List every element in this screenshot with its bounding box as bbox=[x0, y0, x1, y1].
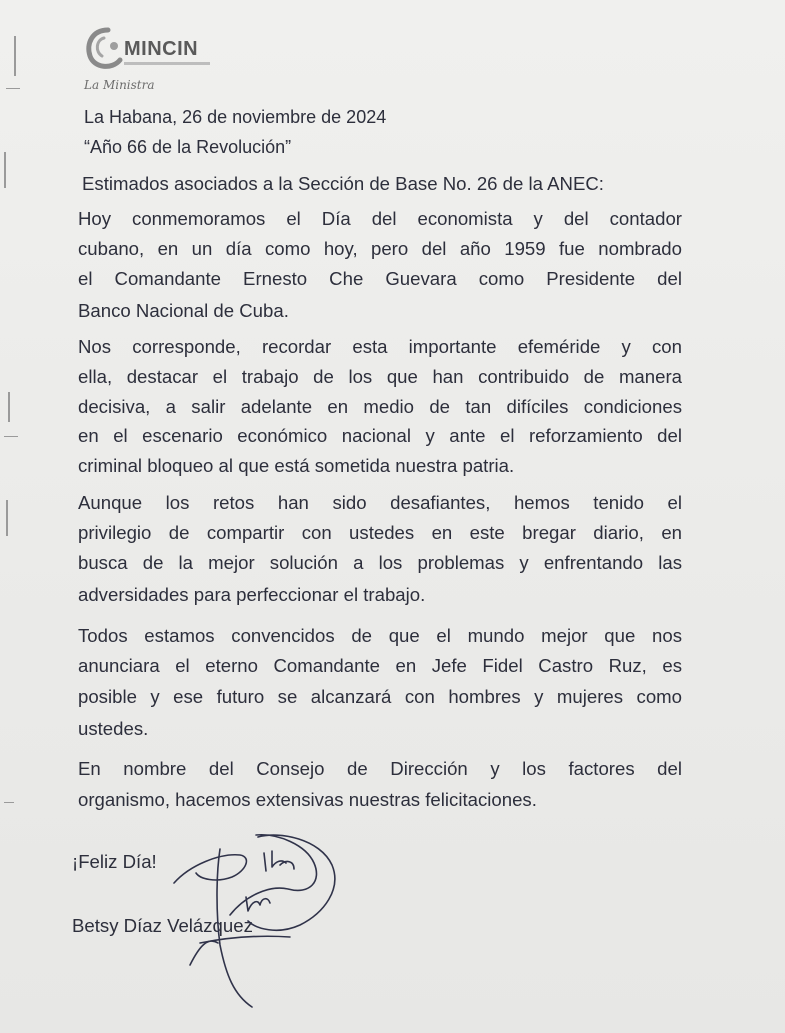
paragraph-line: Todos estamos convencidos de que el mundo mejor que nos bbox=[78, 625, 682, 646]
paragraph-line: Nos corresponde, recordar esta importante efeméride y con bbox=[78, 336, 682, 357]
paragraph-line: privilegio de compartir con ustedes en este bregar diario, en bbox=[78, 522, 682, 543]
closing-line: ¡Feliz Día! bbox=[72, 851, 157, 872]
paragraph-line: Banco Nacional de Cuba. bbox=[78, 300, 289, 321]
letterhead-logo-text: MINCIN bbox=[124, 38, 199, 60]
signer-name: Betsy Díaz Velázquez bbox=[72, 915, 253, 936]
paragraph-line: Aunque los retos han sido desafiantes, hemos tenido el bbox=[78, 492, 682, 513]
paragraph-line: en el escenario económico nacional y ante el reforzamiento del bbox=[78, 425, 682, 446]
paragraph-line: En nombre del Consejo de Dirección y los factores del bbox=[78, 758, 682, 779]
paragraph-line: cubano, en un día como hoy, pero del año 1959 fue nombrado bbox=[78, 238, 682, 259]
paragraph-line: posible y ese futuro se alcanzará con hombres y mujeres como bbox=[78, 686, 682, 707]
letterhead-tagline-bar bbox=[124, 62, 210, 65]
paragraph-line: ustedes. bbox=[78, 718, 149, 739]
margin-mark bbox=[4, 802, 14, 803]
paragraph-line: busca de la mejor solución a los problemas y enfrentando las bbox=[78, 552, 682, 573]
margin-mark bbox=[14, 36, 16, 76]
margin-mark bbox=[4, 152, 6, 188]
margin-mark bbox=[8, 392, 10, 422]
letterhead-subtitle: La Ministra bbox=[84, 78, 155, 92]
paragraph-line: organismo, hacemos extensivas nuestras felicitaciones. bbox=[78, 789, 537, 810]
margin-mark bbox=[6, 500, 8, 536]
salutation: Estimados asociados a la Sección de Base No. 26 de la ANEC: bbox=[82, 173, 604, 194]
paragraph-line: ella, destacar el trabajo de los que han contribuido de manera bbox=[78, 366, 682, 387]
paragraph-line: Hoy conmemoramos el Día del economista y del contador bbox=[78, 208, 682, 229]
margin-mark bbox=[6, 88, 20, 89]
year-line: “Año 66 de la Revolución” bbox=[84, 137, 292, 157]
paragraph-line: el Comandante Ernesto Che Guevara como Presidente del bbox=[78, 268, 682, 289]
paragraph-line: criminal bloqueo al que está sometida nuestra patria. bbox=[78, 455, 515, 476]
handwritten-signature bbox=[160, 825, 350, 1025]
date-line: La Habana, 26 de noviembre de 2024 bbox=[84, 107, 387, 127]
paragraph-line: adversidades para perfeccionar el trabajo. bbox=[78, 584, 426, 605]
margin-mark bbox=[4, 436, 18, 437]
paragraph-line: anunciara el eterno Comandante en Jefe Fidel Castro Ruz, es bbox=[78, 655, 682, 676]
paragraph-line: decisiva, a salir adelante en medio de tan difíciles condiciones bbox=[78, 396, 682, 417]
